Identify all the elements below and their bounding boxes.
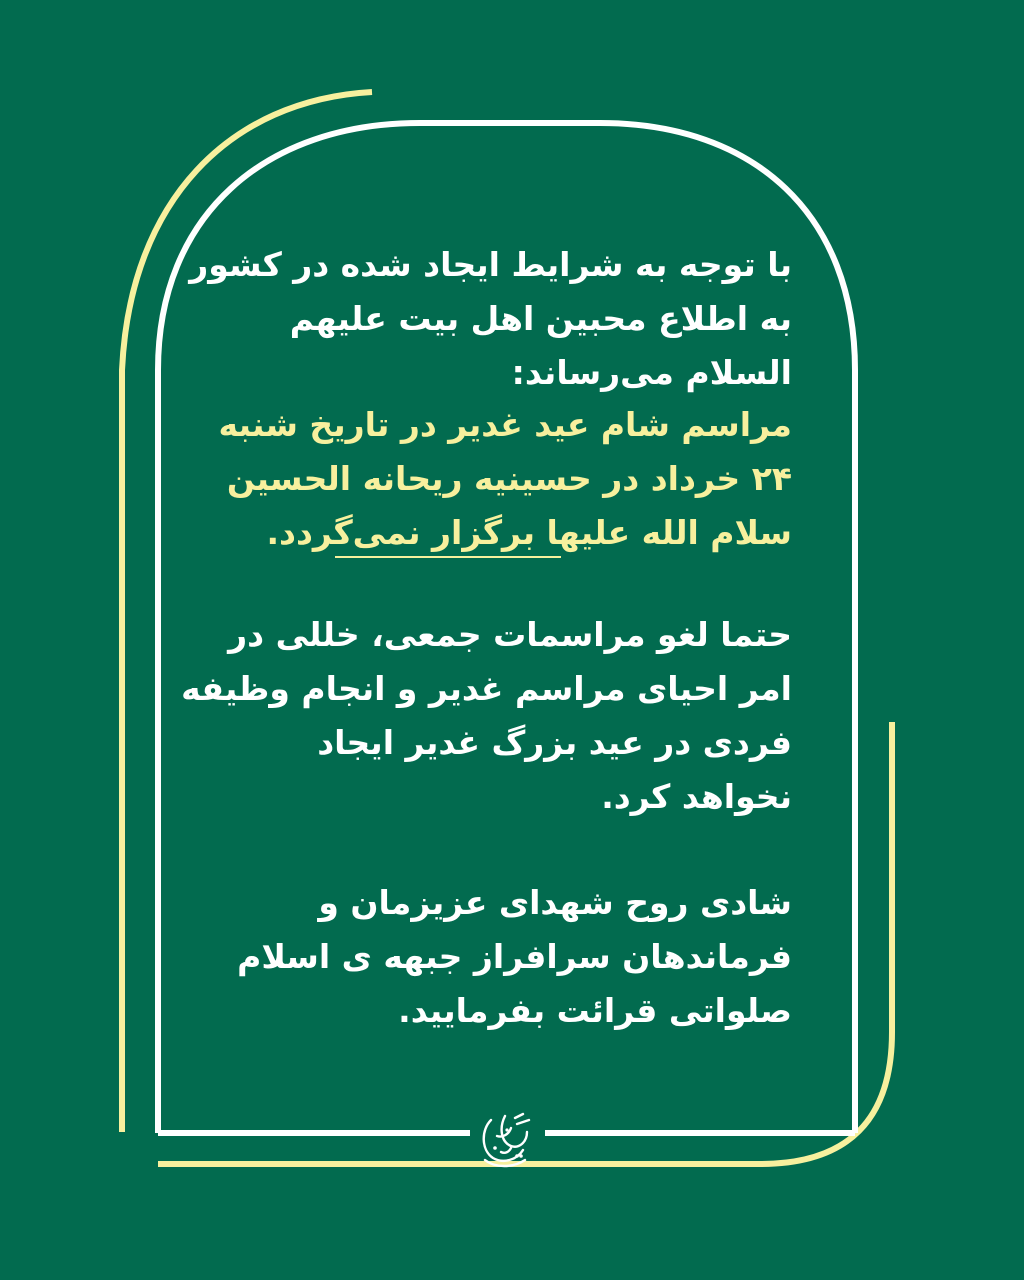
highlight-paragraph [218, 398, 792, 560]
text-line: امر احیای مراسم غدیر و انجام وظیفه [181, 669, 792, 708]
text-line: فرماندهان سرافراز جبهه ی اسلام [237, 937, 792, 976]
closing-paragraph [228, 876, 792, 1038]
text-line: صلواتی قرائت بفرمایید. [398, 991, 792, 1030]
text-line: شادی روح شهدای عزیزمان و [318, 883, 792, 922]
text-line: مراسم شام عید غدیر در تاریخ شنبه [218, 405, 792, 444]
text-line: السلام می‌رساند: [511, 353, 792, 392]
text-line: به اطلاع محبین اهل بیت علیهم [289, 299, 792, 338]
highlight-underline [335, 556, 561, 558]
text-line: با توجه به شرایط ایجاد شده در کشور [189, 245, 792, 284]
calligraphy-logo-icon [471, 1108, 541, 1172]
text-line: سلام الله علیها برگزار نمی‌گردد. [266, 513, 792, 552]
text-line: فردی در عید بزرگ غدیر ایجاد [317, 723, 792, 762]
text-line: نخواهد کرد. [601, 777, 792, 816]
intro-paragraph [189, 238, 792, 400]
text-line: حتما لغو مراسمات جمعی، خللی در [228, 615, 792, 654]
text-line: ۲۴ خرداد در حسینیه ریحانه الحسین [226, 459, 792, 498]
cancellation-note-paragraph [181, 608, 792, 824]
